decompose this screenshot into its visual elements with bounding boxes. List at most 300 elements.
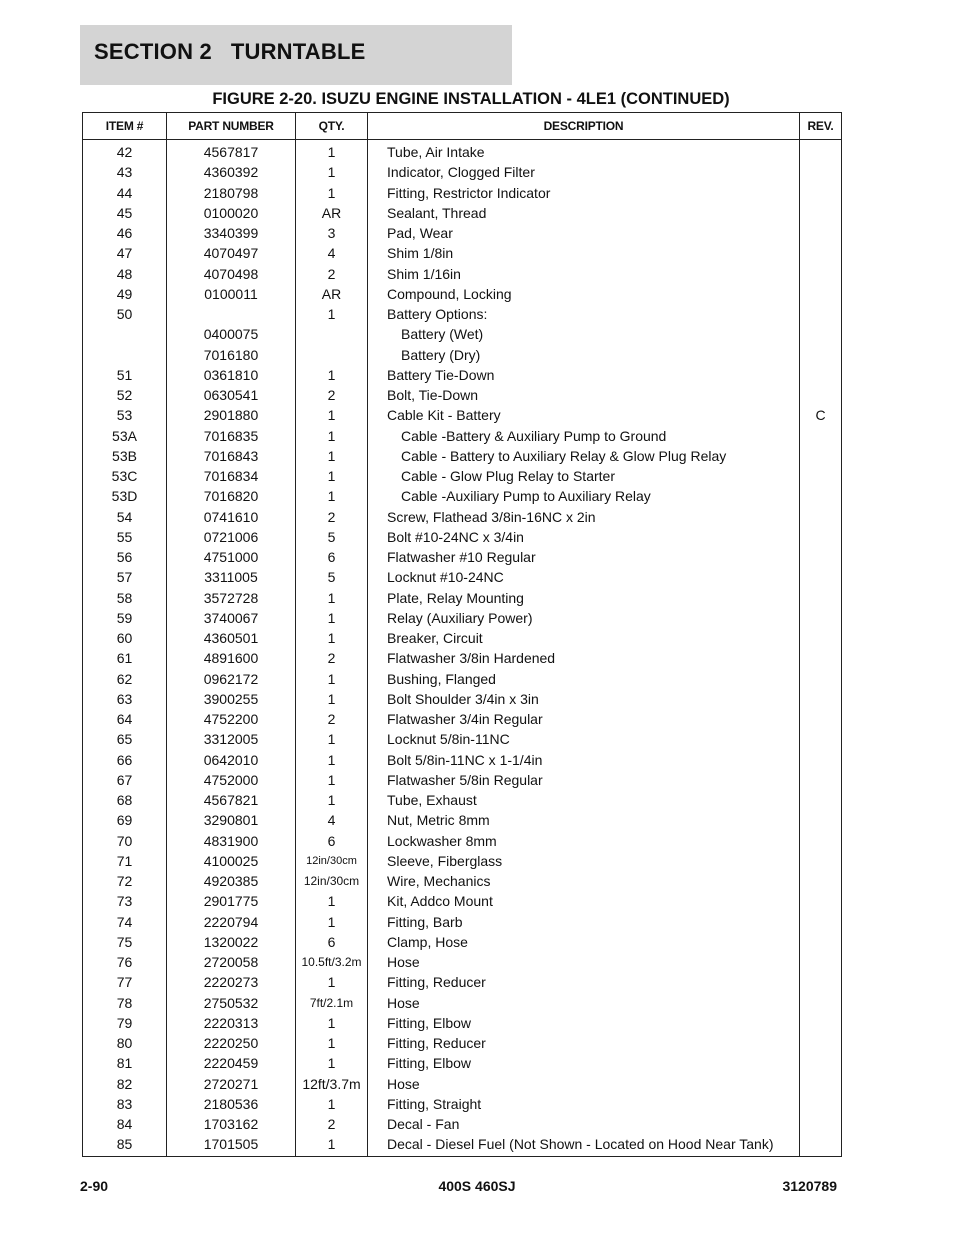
table-row bbox=[83, 426, 842, 446]
description-cell: Locknut 5/8in-11NC bbox=[368, 729, 800, 749]
part-number-cell: 0630541 bbox=[167, 385, 296, 405]
table-row bbox=[83, 770, 842, 790]
item-number-cell: 67 bbox=[83, 770, 167, 790]
table-row bbox=[83, 547, 842, 567]
description-cell: Fitting, Straight bbox=[368, 1094, 800, 1114]
table-row bbox=[83, 891, 842, 911]
description-cell: Relay (Auxiliary Power) bbox=[368, 608, 800, 628]
quantity-cell: 1 bbox=[296, 790, 368, 810]
description-cell: Flatwasher 3/8in Hardened bbox=[368, 648, 800, 668]
part-number-cell: 3290801 bbox=[167, 810, 296, 830]
revision-cell bbox=[800, 1013, 842, 1033]
revision-cell bbox=[800, 790, 842, 810]
quantity-cell: 1 bbox=[296, 140, 368, 163]
revision-cell bbox=[800, 567, 842, 587]
description-cell: Fitting, Reducer bbox=[368, 972, 800, 992]
part-number-cell: 3340399 bbox=[167, 223, 296, 243]
table-row bbox=[83, 223, 842, 243]
revision-cell bbox=[800, 223, 842, 243]
description-cell: Fitting, Restrictor Indicator bbox=[368, 183, 800, 203]
description-cell: Cable - Glow Plug Relay to Starter bbox=[368, 466, 800, 486]
column-header-part-number: PART NUMBER bbox=[167, 113, 296, 140]
table-row bbox=[83, 750, 842, 770]
quantity-cell: 1 bbox=[296, 466, 368, 486]
table-row bbox=[83, 345, 842, 365]
table-row bbox=[83, 486, 842, 506]
quantity-cell: 1 bbox=[296, 446, 368, 466]
part-number-cell: 4100025 bbox=[167, 851, 296, 871]
table-row bbox=[83, 1094, 842, 1114]
item-number-cell: 66 bbox=[83, 750, 167, 770]
table-row bbox=[83, 405, 842, 425]
revision-cell bbox=[800, 466, 842, 486]
description-cell: Fitting, Reducer bbox=[368, 1033, 800, 1053]
revision-cell bbox=[800, 140, 842, 163]
revision-cell bbox=[800, 669, 842, 689]
description-cell: Clamp, Hose bbox=[368, 932, 800, 952]
revision-cell bbox=[800, 365, 842, 385]
item-number-cell: 53 bbox=[83, 405, 167, 425]
quantity-cell: 4 bbox=[296, 243, 368, 263]
item-number-cell: 53A bbox=[83, 426, 167, 446]
table-row bbox=[83, 1074, 842, 1094]
description-cell: Breaker, Circuit bbox=[368, 628, 800, 648]
column-header-rev: REV. bbox=[800, 113, 842, 140]
quantity-cell: 12ft/3.7m bbox=[296, 1074, 368, 1094]
quantity-cell: 1 bbox=[296, 588, 368, 608]
item-number-cell bbox=[83, 324, 167, 344]
part-number-cell: 4567817 bbox=[167, 140, 296, 163]
description-cell: Battery Options: bbox=[368, 304, 800, 324]
item-number-cell: 79 bbox=[83, 1013, 167, 1033]
item-number-cell: 71 bbox=[83, 851, 167, 871]
table-row bbox=[83, 243, 842, 263]
description-cell: Shim 1/16in bbox=[368, 264, 800, 284]
table-row bbox=[83, 871, 842, 891]
quantity-cell: 1 bbox=[296, 912, 368, 932]
item-number-cell: 78 bbox=[83, 993, 167, 1013]
item-number-cell: 76 bbox=[83, 952, 167, 972]
item-number-cell: 53B bbox=[83, 446, 167, 466]
description-cell: Bolt, Tie-Down bbox=[368, 385, 800, 405]
description-cell: Kit, Addco Mount bbox=[368, 891, 800, 911]
part-number-cell: 2220250 bbox=[167, 1033, 296, 1053]
quantity-cell: 1 bbox=[296, 689, 368, 709]
part-number-cell: 7016834 bbox=[167, 466, 296, 486]
table-row bbox=[83, 385, 842, 405]
part-number-cell: 3572728 bbox=[167, 588, 296, 608]
table-header-row bbox=[83, 113, 842, 140]
quantity-cell: 2 bbox=[296, 385, 368, 405]
part-number-cell: 0642010 bbox=[167, 750, 296, 770]
description-cell: Shim 1/8in bbox=[368, 243, 800, 263]
part-number-cell: 7016820 bbox=[167, 486, 296, 506]
revision-cell bbox=[800, 1053, 842, 1073]
revision-cell bbox=[800, 324, 842, 344]
quantity-cell: 1 bbox=[296, 426, 368, 446]
item-number-cell: 64 bbox=[83, 709, 167, 729]
part-number-cell: 2901880 bbox=[167, 405, 296, 425]
item-number-cell: 61 bbox=[83, 648, 167, 668]
quantity-cell: 5 bbox=[296, 527, 368, 547]
part-number-cell: 4920385 bbox=[167, 871, 296, 891]
item-number-cell: 74 bbox=[83, 912, 167, 932]
table-row bbox=[83, 446, 842, 466]
table-row bbox=[83, 588, 842, 608]
quantity-cell: 1 bbox=[296, 183, 368, 203]
description-cell: Battery Tie-Down bbox=[368, 365, 800, 385]
part-number-cell: 4070498 bbox=[167, 264, 296, 284]
table-row bbox=[83, 790, 842, 810]
quantity-cell: 1 bbox=[296, 750, 368, 770]
description-cell: Battery (Wet) bbox=[368, 324, 800, 344]
description-cell: Wire, Mechanics bbox=[368, 871, 800, 891]
quantity-cell: 1 bbox=[296, 729, 368, 749]
table-row bbox=[83, 628, 842, 648]
item-number-cell: 85 bbox=[83, 1134, 167, 1156]
revision-cell bbox=[800, 709, 842, 729]
table-row bbox=[83, 365, 842, 385]
part-number-cell: 0721006 bbox=[167, 527, 296, 547]
table-row bbox=[83, 1114, 842, 1134]
table-row bbox=[83, 831, 842, 851]
quantity-cell: AR bbox=[296, 203, 368, 223]
revision-cell bbox=[800, 729, 842, 749]
description-cell: Hose bbox=[368, 952, 800, 972]
revision-cell bbox=[800, 831, 842, 851]
revision-cell bbox=[800, 912, 842, 932]
table-row bbox=[83, 648, 842, 668]
part-number-cell: 2180536 bbox=[167, 1094, 296, 1114]
part-number-cell: 2180798 bbox=[167, 183, 296, 203]
revision-cell bbox=[800, 608, 842, 628]
table-row bbox=[83, 810, 842, 830]
part-number-cell: 0741610 bbox=[167, 507, 296, 527]
revision-cell bbox=[800, 932, 842, 952]
description-cell: Nut, Metric 8mm bbox=[368, 810, 800, 830]
item-number-cell: 53D bbox=[83, 486, 167, 506]
item-number-cell: 58 bbox=[83, 588, 167, 608]
table-row bbox=[83, 729, 842, 749]
quantity-cell: 3 bbox=[296, 223, 368, 243]
part-number-cell: 1320022 bbox=[167, 932, 296, 952]
description-cell: Sealant, Thread bbox=[368, 203, 800, 223]
part-number-cell: 3311005 bbox=[167, 567, 296, 587]
revision-cell bbox=[800, 993, 842, 1013]
item-number-cell: 65 bbox=[83, 729, 167, 749]
part-number-cell: 3312005 bbox=[167, 729, 296, 749]
quantity-cell: 1 bbox=[296, 365, 368, 385]
item-number-cell: 59 bbox=[83, 608, 167, 628]
revision-cell bbox=[800, 547, 842, 567]
revision-cell bbox=[800, 648, 842, 668]
quantity-cell: 7ft/2.1m bbox=[296, 993, 368, 1013]
revision-cell bbox=[800, 750, 842, 770]
quantity-cell bbox=[296, 345, 368, 365]
table-row bbox=[83, 203, 842, 223]
quantity-cell: 2 bbox=[296, 709, 368, 729]
quantity-cell: 1 bbox=[296, 891, 368, 911]
description-cell: Fitting, Elbow bbox=[368, 1013, 800, 1033]
revision-cell bbox=[800, 689, 842, 709]
description-cell: Pad, Wear bbox=[368, 223, 800, 243]
quantity-cell: 2 bbox=[296, 648, 368, 668]
description-cell: Cable Kit - Battery bbox=[368, 405, 800, 425]
item-number-cell: 57 bbox=[83, 567, 167, 587]
item-number-cell: 70 bbox=[83, 831, 167, 851]
part-number-cell: 2720058 bbox=[167, 952, 296, 972]
column-header-qty: QTY. bbox=[296, 113, 368, 140]
item-number-cell: 77 bbox=[83, 972, 167, 992]
part-number-cell: 0400075 bbox=[167, 324, 296, 344]
table-row bbox=[83, 1134, 842, 1156]
quantity-cell: 1 bbox=[296, 1094, 368, 1114]
description-cell: Locknut #10-24NC bbox=[368, 567, 800, 587]
description-cell: Decal - Diesel Fuel (Not Shown - Located on Hood Near Tank) bbox=[368, 1134, 800, 1156]
table-row bbox=[83, 567, 842, 587]
table-row bbox=[83, 952, 842, 972]
page-number: 2-90 bbox=[80, 1178, 109, 1194]
model-name: 400S 460SJ bbox=[438, 1178, 516, 1194]
revision-cell bbox=[800, 1074, 842, 1094]
table-row bbox=[83, 264, 842, 284]
item-number-cell: 42 bbox=[83, 140, 167, 163]
part-number-cell: 1703162 bbox=[167, 1114, 296, 1134]
column-header-description: DESCRIPTION bbox=[368, 113, 800, 140]
quantity-cell: 12in/30cm bbox=[296, 871, 368, 891]
description-cell: Bolt #10-24NC x 3/4in bbox=[368, 527, 800, 547]
quantity-cell: 1 bbox=[296, 669, 368, 689]
quantity-cell: 2 bbox=[296, 507, 368, 527]
revision-cell bbox=[800, 891, 842, 911]
item-number-cell: 51 bbox=[83, 365, 167, 385]
revision-cell bbox=[800, 1114, 842, 1134]
description-cell: Decal - Fan bbox=[368, 1114, 800, 1134]
quantity-cell bbox=[296, 324, 368, 344]
table-row bbox=[83, 527, 842, 547]
description-cell: Tube, Exhaust bbox=[368, 790, 800, 810]
revision-cell bbox=[800, 203, 842, 223]
item-number-cell: 63 bbox=[83, 689, 167, 709]
description-cell: Compound, Locking bbox=[368, 284, 800, 304]
revision-cell bbox=[800, 1134, 842, 1156]
part-number-cell: 1701505 bbox=[167, 1134, 296, 1156]
item-number-cell: 80 bbox=[83, 1033, 167, 1053]
item-number-cell: 49 bbox=[83, 284, 167, 304]
quantity-cell: 2 bbox=[296, 264, 368, 284]
part-number-cell: 0100020 bbox=[167, 203, 296, 223]
revision-cell bbox=[800, 1094, 842, 1114]
table-row bbox=[83, 932, 842, 952]
item-number-cell: 44 bbox=[83, 183, 167, 203]
table-row bbox=[83, 993, 842, 1013]
revision-cell bbox=[800, 243, 842, 263]
item-number-cell: 82 bbox=[83, 1074, 167, 1094]
item-number-cell: 56 bbox=[83, 547, 167, 567]
table-row bbox=[83, 709, 842, 729]
quantity-cell: 6 bbox=[296, 932, 368, 952]
item-number-cell: 75 bbox=[83, 932, 167, 952]
table-row bbox=[83, 608, 842, 628]
table-row bbox=[83, 912, 842, 932]
part-number-cell bbox=[167, 304, 296, 324]
item-number-cell: 54 bbox=[83, 507, 167, 527]
part-number-cell: 4751000 bbox=[167, 547, 296, 567]
revision-cell bbox=[800, 507, 842, 527]
quantity-cell: 1 bbox=[296, 486, 368, 506]
description-cell: Screw, Flathead 3/8in-16NC x 2in bbox=[368, 507, 800, 527]
description-cell: Battery (Dry) bbox=[368, 345, 800, 365]
revision-cell bbox=[800, 284, 842, 304]
revision-cell bbox=[800, 162, 842, 182]
parts-table-body bbox=[83, 140, 842, 1157]
quantity-cell: 1 bbox=[296, 162, 368, 182]
description-cell: Bolt Shoulder 3/4in x 3in bbox=[368, 689, 800, 709]
part-number-cell: 3900255 bbox=[167, 689, 296, 709]
table-row bbox=[83, 1013, 842, 1033]
revision-cell: C bbox=[800, 405, 842, 425]
part-number-cell: 4752200 bbox=[167, 709, 296, 729]
description-cell: Sleeve, Fiberglass bbox=[368, 851, 800, 871]
revision-cell bbox=[800, 264, 842, 284]
part-number-cell: 2720271 bbox=[167, 1074, 296, 1094]
revision-cell bbox=[800, 486, 842, 506]
section-title: SECTION 2 TURNTABLE bbox=[94, 39, 366, 64]
quantity-cell: 12in/30cm bbox=[296, 851, 368, 871]
part-number-cell: 0962172 bbox=[167, 669, 296, 689]
table-row bbox=[83, 669, 842, 689]
quantity-cell: 1 bbox=[296, 405, 368, 425]
item-number-cell: 62 bbox=[83, 669, 167, 689]
part-number-cell: 2750532 bbox=[167, 993, 296, 1013]
item-number-cell: 69 bbox=[83, 810, 167, 830]
description-cell: Hose bbox=[368, 1074, 800, 1094]
revision-cell bbox=[800, 851, 842, 871]
quantity-cell: AR bbox=[296, 284, 368, 304]
quantity-cell: 1 bbox=[296, 770, 368, 790]
item-number-cell: 68 bbox=[83, 790, 167, 810]
revision-cell bbox=[800, 345, 842, 365]
item-number-cell: 52 bbox=[83, 385, 167, 405]
revision-cell bbox=[800, 426, 842, 446]
part-number-cell: 2220273 bbox=[167, 972, 296, 992]
table-row bbox=[83, 507, 842, 527]
part-number-cell: 2901775 bbox=[167, 891, 296, 911]
quantity-cell: 1 bbox=[296, 1053, 368, 1073]
revision-cell bbox=[800, 628, 842, 648]
table-row bbox=[83, 1033, 842, 1053]
description-cell: Lockwasher 8mm bbox=[368, 831, 800, 851]
revision-cell bbox=[800, 972, 842, 992]
revision-cell bbox=[800, 952, 842, 972]
description-cell: Fitting, Elbow bbox=[368, 1053, 800, 1073]
quantity-cell: 1 bbox=[296, 304, 368, 324]
item-number-cell: 73 bbox=[83, 891, 167, 911]
description-cell: Cable - Battery to Auxiliary Relay & Glow Plug Relay bbox=[368, 446, 800, 466]
table-row bbox=[83, 162, 842, 182]
quantity-cell: 1 bbox=[296, 608, 368, 628]
item-number-cell: 53C bbox=[83, 466, 167, 486]
part-number-cell: 2220459 bbox=[167, 1053, 296, 1073]
item-number-cell: 45 bbox=[83, 203, 167, 223]
item-number-cell: 48 bbox=[83, 264, 167, 284]
revision-cell bbox=[800, 871, 842, 891]
description-cell: Bolt 5/8in-11NC x 1-1/4in bbox=[368, 750, 800, 770]
table-row bbox=[83, 140, 842, 163]
description-cell: Cable -Battery & Auxiliary Pump to Ground bbox=[368, 426, 800, 446]
quantity-cell: 1 bbox=[296, 1134, 368, 1156]
item-number-cell: 46 bbox=[83, 223, 167, 243]
table-row bbox=[83, 183, 842, 203]
item-number-cell: 47 bbox=[83, 243, 167, 263]
part-number-cell: 7016843 bbox=[167, 446, 296, 466]
parts-table bbox=[82, 112, 842, 1157]
quantity-cell: 5 bbox=[296, 567, 368, 587]
part-number-cell: 4360392 bbox=[167, 162, 296, 182]
description-cell: Flatwasher 5/8in Regular bbox=[368, 770, 800, 790]
revision-cell bbox=[800, 770, 842, 790]
quantity-cell: 2 bbox=[296, 1114, 368, 1134]
item-number-cell: 81 bbox=[83, 1053, 167, 1073]
item-number-cell: 43 bbox=[83, 162, 167, 182]
part-number-cell: 7016180 bbox=[167, 345, 296, 365]
item-number-cell: 60 bbox=[83, 628, 167, 648]
part-number-cell: 0100011 bbox=[167, 284, 296, 304]
table-row bbox=[83, 972, 842, 992]
document-number: 3120789 bbox=[782, 1178, 837, 1194]
part-number-cell: 7016835 bbox=[167, 426, 296, 446]
table-row bbox=[83, 466, 842, 486]
table-row bbox=[83, 284, 842, 304]
part-number-cell: 4831900 bbox=[167, 831, 296, 851]
part-number-cell: 3740067 bbox=[167, 608, 296, 628]
description-cell: Flatwasher 3/4in Regular bbox=[368, 709, 800, 729]
description-cell: Indicator, Clogged Filter bbox=[368, 162, 800, 182]
item-number-cell: 50 bbox=[83, 304, 167, 324]
revision-cell bbox=[800, 527, 842, 547]
part-number-cell: 4360501 bbox=[167, 628, 296, 648]
item-number-cell: 83 bbox=[83, 1094, 167, 1114]
table-row bbox=[83, 1053, 842, 1073]
quantity-cell: 6 bbox=[296, 831, 368, 851]
table-row bbox=[83, 851, 842, 871]
quantity-cell: 1 bbox=[296, 972, 368, 992]
table-row bbox=[83, 324, 842, 344]
column-header-item: ITEM # bbox=[83, 113, 167, 140]
revision-cell bbox=[800, 183, 842, 203]
part-number-cell: 4752000 bbox=[167, 770, 296, 790]
quantity-cell: 10.5ft/3.2m bbox=[296, 952, 368, 972]
table-row bbox=[83, 689, 842, 709]
quantity-cell: 4 bbox=[296, 810, 368, 830]
part-number-cell: 4891600 bbox=[167, 648, 296, 668]
revision-cell bbox=[800, 1033, 842, 1053]
item-number-cell: 55 bbox=[83, 527, 167, 547]
quantity-cell: 1 bbox=[296, 1033, 368, 1053]
description-cell: Bushing, Flanged bbox=[368, 669, 800, 689]
item-number-cell bbox=[83, 345, 167, 365]
description-cell: Hose bbox=[368, 993, 800, 1013]
revision-cell bbox=[800, 385, 842, 405]
revision-cell bbox=[800, 588, 842, 608]
description-cell: Plate, Relay Mounting bbox=[368, 588, 800, 608]
description-cell: Fitting, Barb bbox=[368, 912, 800, 932]
revision-cell bbox=[800, 304, 842, 324]
revision-cell bbox=[800, 446, 842, 466]
quantity-cell: 6 bbox=[296, 547, 368, 567]
item-number-cell: 84 bbox=[83, 1114, 167, 1134]
revision-cell bbox=[800, 810, 842, 830]
